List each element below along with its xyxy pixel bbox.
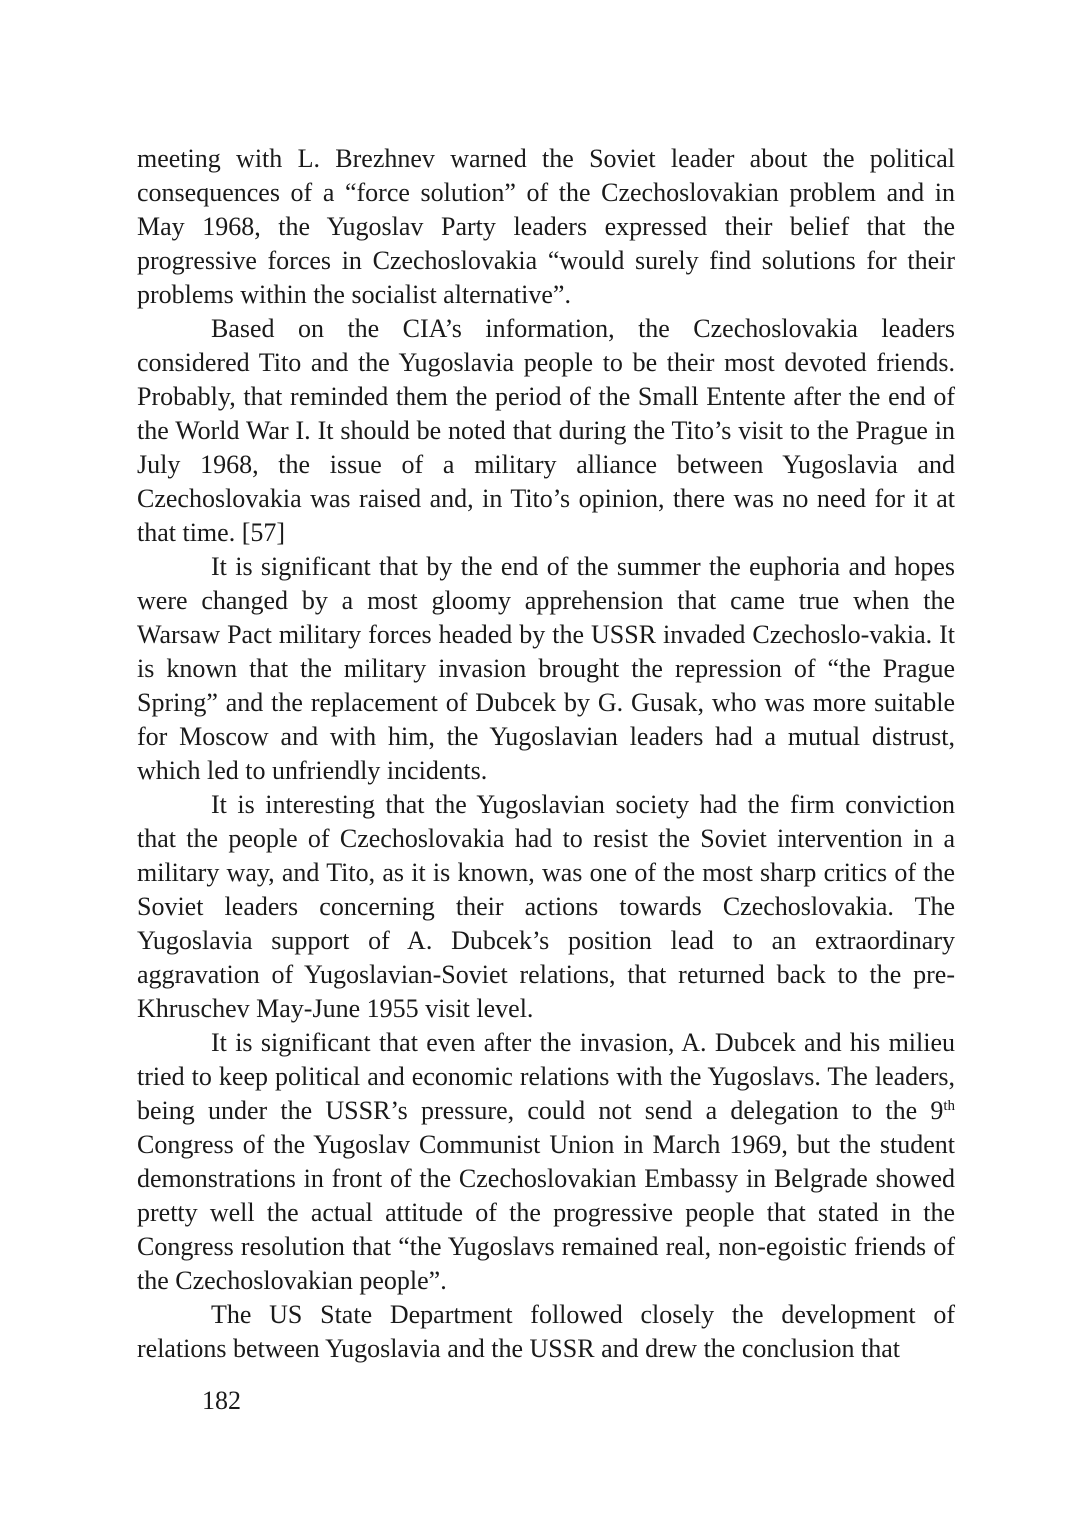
paragraph-state-department: The US State Department followed closely the development of relations between Yugoslavia and the USSR and drew the conclusion that — [137, 1300, 955, 1363]
body-text — [137, 142, 955, 1366]
paragraph-after-invasion-part-2: Congress of the Yugoslav Communist Union in March 1969, but the student demonstrations in front of the Czechoslovakian Embassy in Belgrade showed pretty well the actual attitude of the progressive people that stated in the Congress resolution that “the Yugoslavs remained real, non-egoistic friends of the Czechoslovakian people”. — [137, 1130, 955, 1295]
paragraph-yugoslavian-society: It is interesting that the Yugoslavian society had the firm conviction that the people of Czechoslovakia had to resist the Soviet intervention in a military way, and Tito, as it is known, was one of the most sharp critics of the Soviet leaders concerning their actions towards Czechoslovakia. The Yugoslavia support of A. Dubcek’s position lead to an extraordinary aggravation of Yugoslavian-Soviet relations, that returned back to the pre-Khruschev May-June 1955 visit level. — [137, 790, 955, 1023]
paragraph-cia-information: Based on the CIA’s information, the Czechoslovakia leaders considered Tito and the Yugoslavia people to be their most devoted friends. Probably, that reminded them the period of the Small Entente after the end of the World War I. It should be noted that during the Tito’s visit to the Prague in July 1968, the issue of a military alliance between Yugoslavia and Czechoslovakia was raised and, in Tito’s opinion, there was no need for it at that time. [57] — [137, 314, 955, 547]
page-number: 182 — [202, 1386, 241, 1415]
paragraph-invasion: It is significant that by the end of the summer the euphoria and hopes were changed by a most gloomy apprehension that came true when the Warsaw Pact military forces headed by the USSR invaded Czechoslo-vakia. It is known that the military invasion brought the repression of “the Prague Spring” and the replacement of Dubcek by G. Gusak, who was more suitable for Moscow and with him, the Yugoslavian leaders had a mutual distrust, which led to unfriendly incidents. — [137, 552, 955, 785]
ordinal-superscript: th — [943, 1098, 955, 1114]
paragraph-after-invasion — [137, 1026, 955, 1298]
paragraph-after-invasion-part-1: It is significant that even after the invasion, A. Dubcek and his milieu tried to keep political and economic relations with the Yugoslavs. The leaders, being under the USSR’s pressure, could not send a delegation to the 9 — [137, 1028, 955, 1125]
paragraph-continued: meeting with L. Brezhnev warned the Soviet leader about the political consequences of a “force solution” of the Czechoslovakian problem and in May 1968, the Yugoslav Party leaders expressed their belief that the progressive forces in Czechoslovakia “would surely find solutions for their problems within the socialist alternative”. — [137, 144, 955, 309]
